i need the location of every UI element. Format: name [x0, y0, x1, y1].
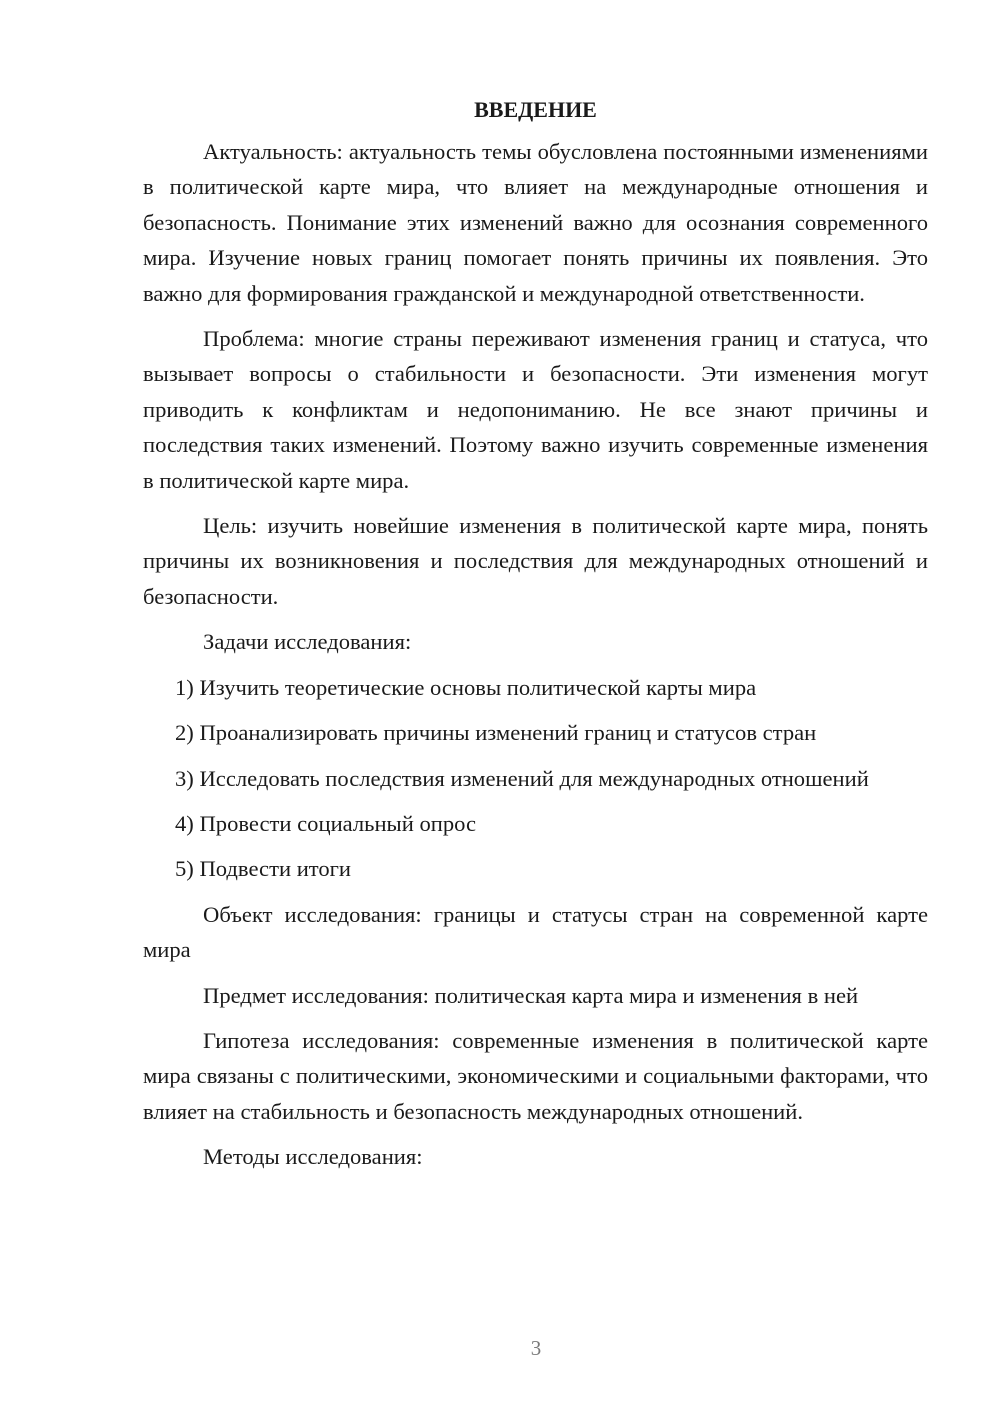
paragraph-hypothesis: Гипотеза исследования: современные изменения в политической карте мира связаны с политическими, экономическими и социальными факторами, что влияет на стабильность и безопасность международных отношений.: [143, 1027, 928, 1124]
task-item-2: 2) Проанализировать причины изменений границ и статусов стран: [175, 720, 817, 746]
paragraph-relevance: Актуальность: актуальность темы обусловлена постоянными изменениями в политической карте мира, что влияет на международные отношения и безопасность. Понимание этих изменений важно для осознания современного мира. Изучение новых границ помогает понять причины их появления. Это важно для формирования гражданской и международной ответственности.: [143, 139, 928, 306]
task-item-5: 5) Подвести итоги: [175, 856, 352, 882]
paragraph-goal: Цель: изучить новейшие изменения в политической карте мира, понять причины их возникновения и последствия для международных отношений и безопасности.: [143, 513, 928, 609]
paragraph-problem: Проблема: многие страны переживают изменения границ и статуса, что вызывает вопросы о стабильности и безопасности. Эти изменения могут приводить к конфликтам и недопониманию. Не все знают причины и последствия таких изменений. Поэтому важно изучить современные изменения в политической карте мира.: [143, 326, 928, 493]
task-item-1: 1) Изучить теоретические основы политической карты мира: [175, 674, 757, 700]
paragraph-subject: Предмет исследования: политическая карта мира и изменения в ней: [203, 982, 859, 1008]
paragraph-object: Объект исследования: границы и статусы стран на современной карте мира: [143, 901, 928, 963]
section-heading: ВВЕДЕНИЕ: [474, 97, 597, 122]
methods-title: Методы исследования:: [203, 1144, 423, 1170]
task-item-4: 4) Провести социальный опрос: [175, 810, 477, 836]
task-item-3: 3) Исследовать последствия изменений для международных отношений: [175, 765, 869, 791]
page-number: 3: [530, 1336, 542, 1360]
document-page: [143, 92, 928, 1185]
tasks-title: Задачи исследования:: [203, 629, 412, 655]
